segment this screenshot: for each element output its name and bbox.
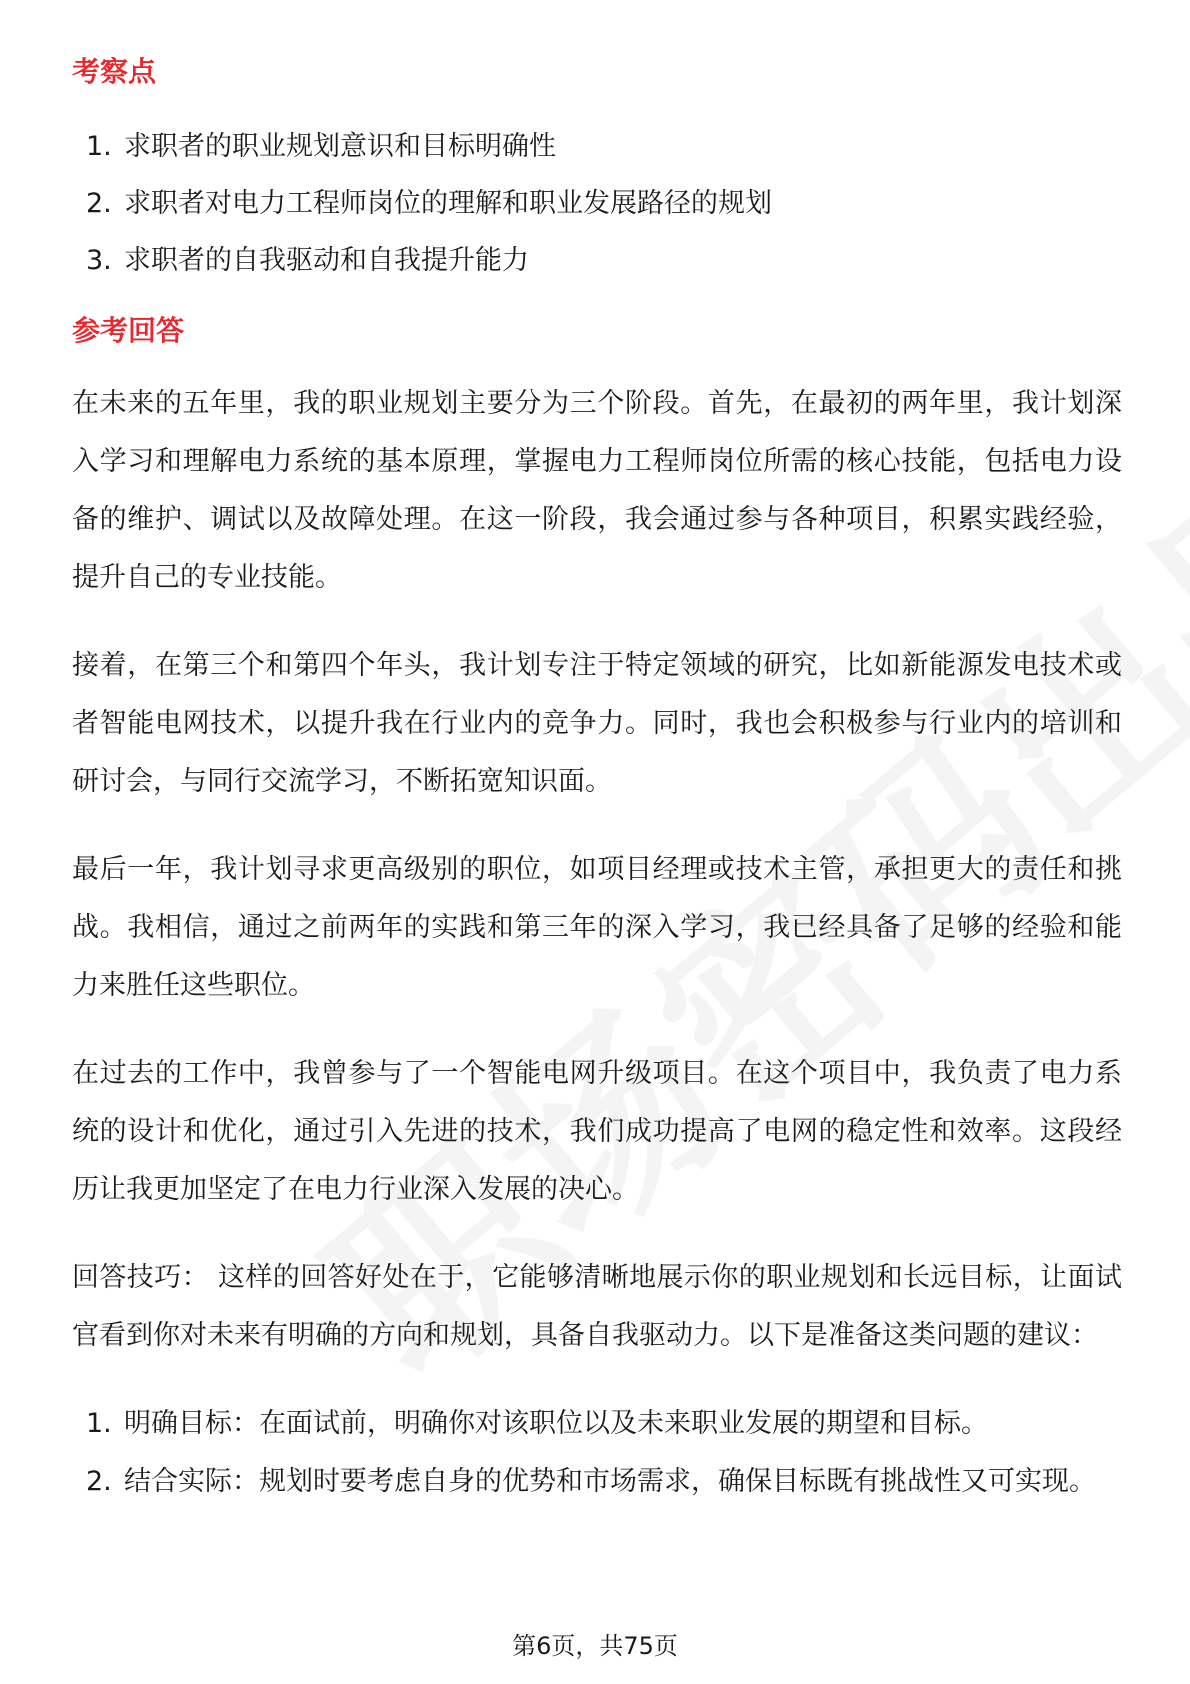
page-number: 第6页，共75页 — [512, 1632, 678, 1660]
document-page — [72, 40, 1122, 1511]
points-list — [72, 118, 1122, 289]
list-item: 1. 求职者的职业规划意识和目标明确性 — [86, 131, 556, 162]
list-item: 1. 明确目标：在面试前，明确你对该职位以及未来职业发展的期望和目标。 — [86, 1408, 988, 1439]
section-heading-answer: 参考回答 — [72, 314, 185, 347]
answer-paragraph: 在未来的五年里，我的职业规划主要分为三个阶段。首先，在最初的两年里，我计划深入学习和理解电力系统的基本原理，掌握电力工程师岗位所需的核心技能，包括电力设备的维护、调试以及故障处理。在这一阶段，我会通过参与各种项目，积累实践经验，提升自己的专业技能。 — [72, 388, 1122, 593]
list-item: 3. 求职者的自我驱动和自我提升能力 — [86, 245, 529, 276]
tips-intro-paragraph: 回答技巧： 这样的回答好处在于，它能够清晰地展示你的职业规划和长远目标，让面试官看到你对未来有明确的方向和规划，具备自我驱动力。以下是准备这类问题的建议： — [72, 1262, 1122, 1351]
answer-paragraph: 最后一年，我计划寻求更高级别的职位，如项目经理或技术主管，承担更大的责任和挑战。我相信，通过之前两年的实践和第三年的深入学习，我已经具备了足够的经验和能力来胜任这些职位。 — [72, 854, 1122, 1001]
answer-paragraph: 在过去的工作中，我曾参与了一个智能电网升级项目。在这个项目中，我负责了电力系统的设计和优化，通过引入先进的技术，我们成功提高了电网的稳定性和效率。这段经历让我更加坚定了在电力行业深入发展的决心。 — [72, 1058, 1122, 1205]
section-heading-points: 考察点 — [72, 55, 157, 88]
tips-list — [72, 1395, 1122, 1511]
answer-paragraph: 接着，在第三个和第四个年头，我计划专注于特定领域的研究，比如新能源发电技术或者智能电网技术，以提升我在行业内的竞争力。同时，我也会积极参与行业内的培训和研讨会，与同行交流学习，不断拓宽知识面。 — [72, 650, 1122, 797]
list-item: 2. 求职者对电力工程师岗位的理解和职业发展路径的规划 — [86, 188, 772, 219]
list-item: 2. 结合实际：规划时要考虑自身的优势和市场需求，确保目标既有挑战性又可实现。 — [86, 1466, 1096, 1497]
